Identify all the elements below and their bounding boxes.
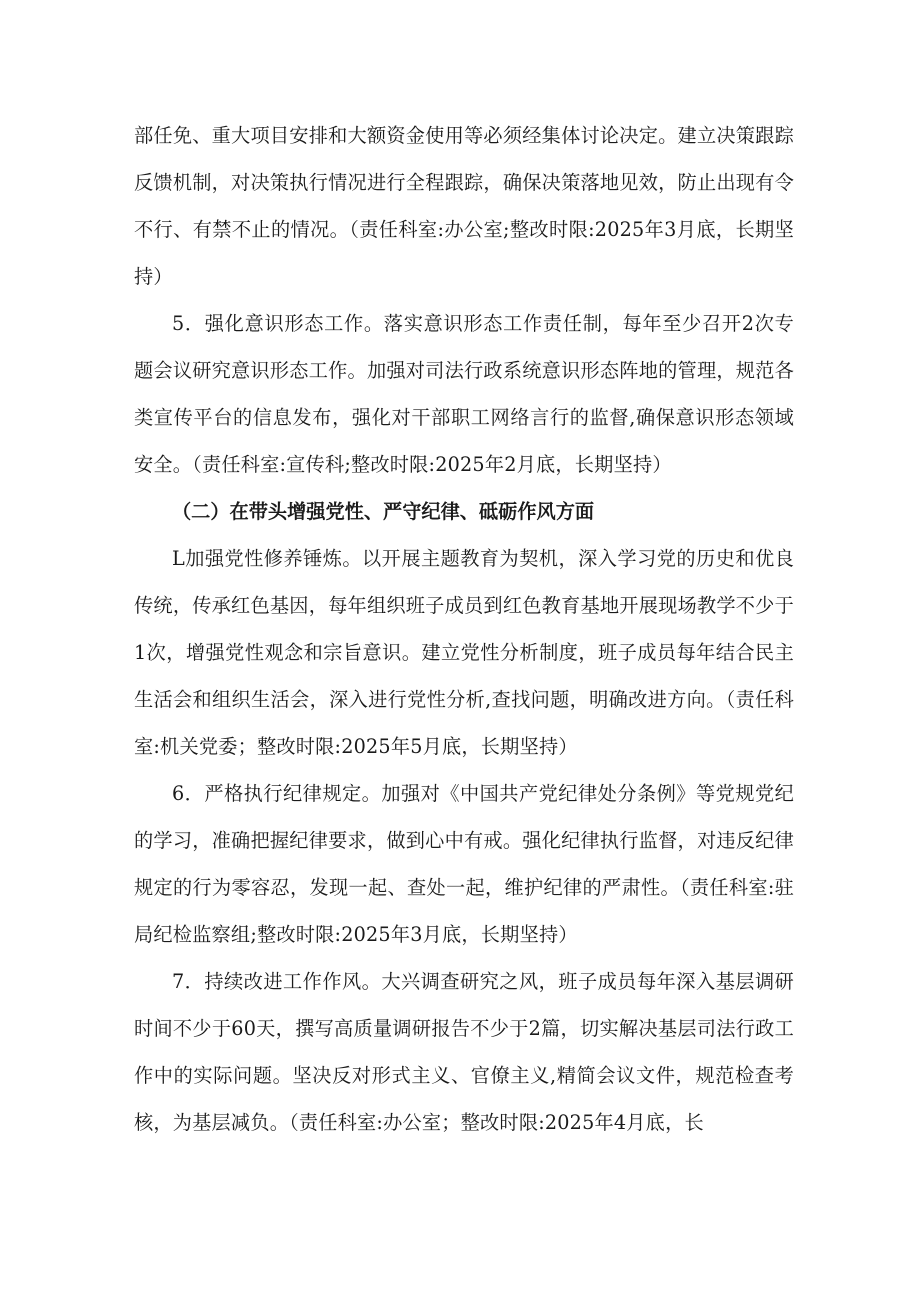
paragraph-item-5: 5．强化意识形态工作。落实意识形态工作责任制，每年至少召开2次专题会议研究意识形态工作。加强对司法行政系统意识形态阵地的管理，规范各类宣传平台的信息发布，强化对干部职工网络言行的监督,确保意识形态领域安全。（责任科室:宣传科;整改时限:2025年2月底，长期坚持）: [134, 312, 794, 476]
section-heading: （二）在带头增强党性、严守纪律、砥砺作风方面: [172, 500, 595, 523]
paragraph-item-6: 6．严格执行纪律规定。加强对《中国共产党纪律处分条例》等党规党纪的学习，准确把握纪律要求，做到心中有戒。强化纪律执行监督，对违反纪律规定的行为零容忍，发现一起、查处一起，维护纪律的严肃性。（责任科室:驻局纪检监察组;整改时限:2025年3月底，长期坚持）: [134, 782, 794, 946]
document-page: [134, 112, 794, 1146]
paragraph-item-7: 7．持续改进工作作风。大兴调查研究之风，班子成员每年深入基层调研时间不少于60天，撰写高质量调研报告不少于2篇，切实解决基层司法行政工作中的实际问题。坚决反对形式主义、官僚主义,精简会议文件，规范检查考核，为基层减负。（责任科室:办公室；整改时限:2025年4月底，长: [134, 970, 794, 1134]
paragraph-continued: 部任免、重大项目安排和大额资金使用等必须经集体讨论决定。建立决策跟踪反馈机制，对决策执行情况进行全程跟踪，确保决策落地见效，防止出现有令不行、有禁不止的情况。（责任科室:办公室;整改时限:2025年3月底，长期坚持）: [134, 124, 794, 288]
paragraph-item-1: L加强党性修养锤炼。以开展主题教育为契机，深入学习党的历史和优良传统，传承红色基因，每年组织班子成员到红色教育基地开展现场教学不少于1次，增强党性观念和宗旨意识。建立党性分析制度，班子成员每年结合民主生活会和组织生活会，深入进行党性分析,查找问题，明确改进方向。（责任科室:机关党委；整改时限:2025年5月底，长期坚持）: [134, 547, 794, 758]
